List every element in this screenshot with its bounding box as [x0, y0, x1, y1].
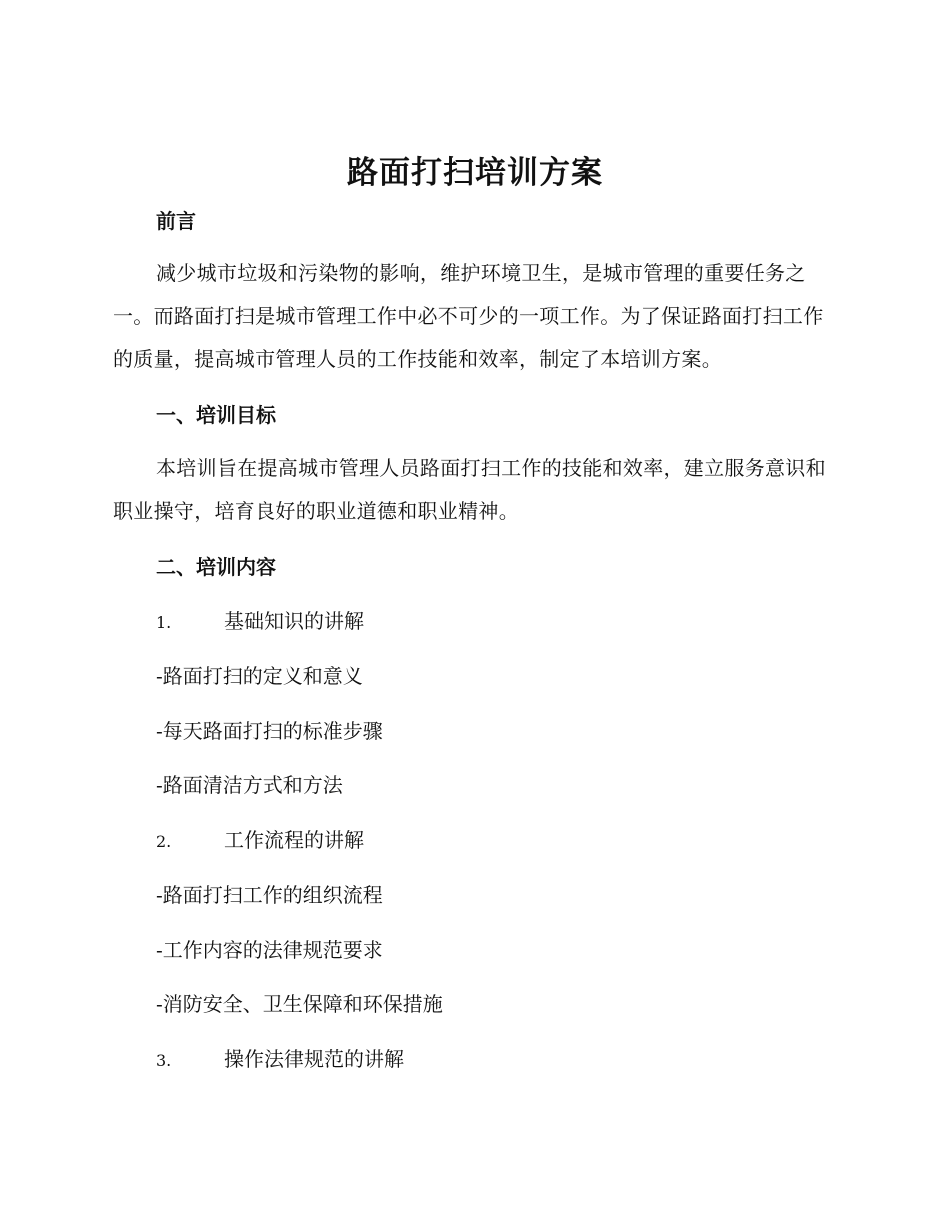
sub-item: -路面打扫的定义和意义	[156, 664, 363, 688]
list-item-label: 工作流程的讲解	[224, 828, 364, 852]
sub-item: -消防安全、卫生保障和环保措施	[156, 992, 443, 1016]
sub-item: -路面打扫工作的组织流程	[156, 883, 383, 907]
section2-heading: 二、培训内容	[156, 555, 276, 579]
list-item-label: 基础知识的讲解	[224, 609, 364, 633]
list-item-3	[156, 1044, 404, 1076]
list-item-number: 1.	[156, 613, 172, 632]
list-item-2	[156, 825, 364, 857]
section1-heading: 一、培训目标	[156, 403, 276, 427]
preface-paragraph: 减少城市垃圾和污染物的影响，维护环境卫生，是城市管理的重要任务之一。而路面打扫是城市管理工作中必不可少的一项工作。为了保证路面打扫工作的质量，提高城市管理人员的工作技能和效率，制定了本培训方案。	[113, 261, 824, 371]
list-item-label: 操作法律规范的讲解	[224, 1047, 404, 1071]
preface-heading: 前言	[156, 209, 196, 233]
sub-item: -每天路面打扫的标准步骤	[156, 719, 383, 743]
list-item-number: 3.	[156, 1051, 172, 1070]
list-item-number: 2.	[156, 832, 172, 851]
document-title: 路面打扫培训方案	[347, 155, 603, 191]
list-item-1	[156, 606, 364, 638]
section1-paragraph: 本培训旨在提高城市管理人员路面打扫工作的技能和效率，建立服务意识和职业操守，培育良好的职业道德和职业精神。	[113, 456, 826, 523]
sub-item: -工作内容的法律规范要求	[156, 938, 383, 962]
sub-item: -路面清洁方式和方法	[156, 773, 343, 797]
